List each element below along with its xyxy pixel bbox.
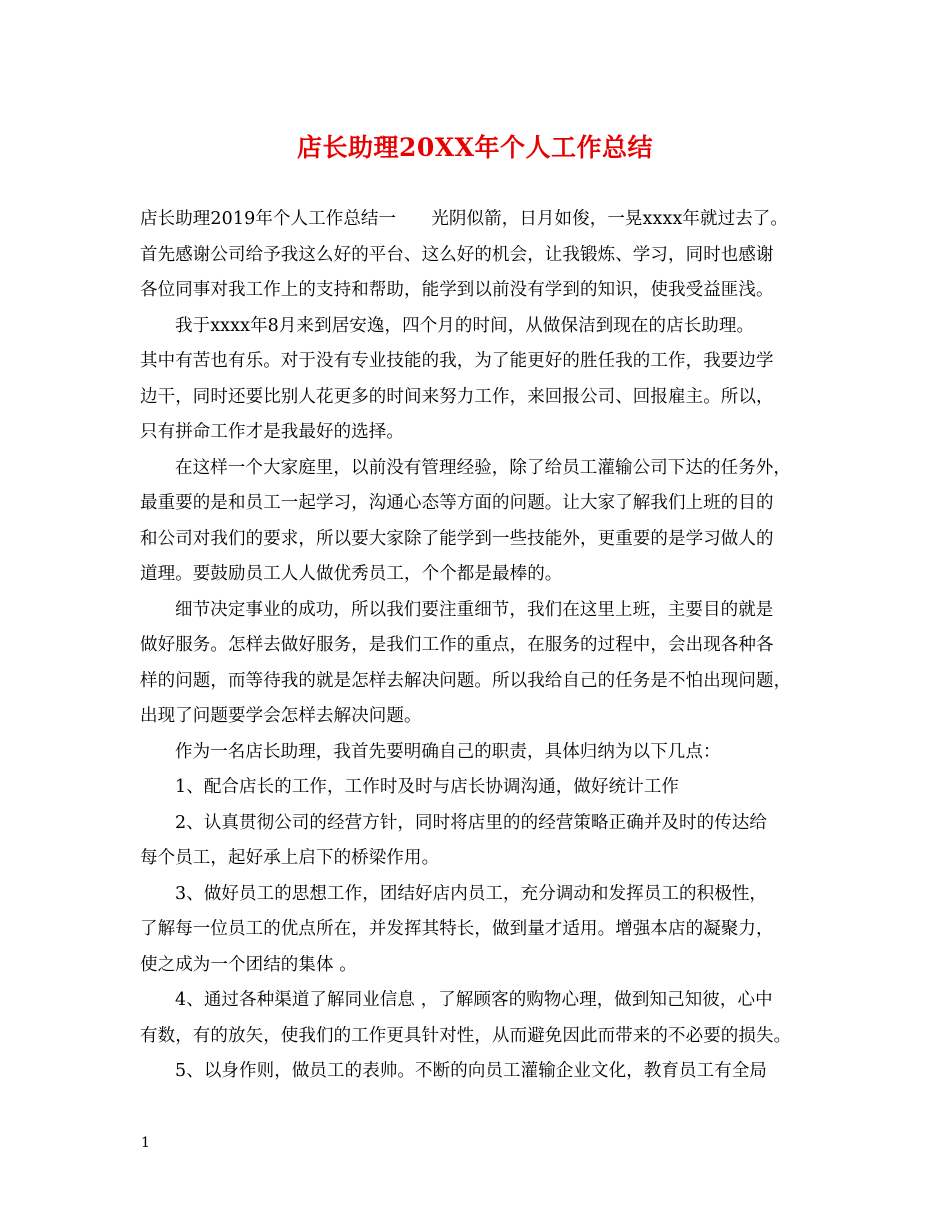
text-line: 1、配合店长的工作，工作时及时与店长协调沟通，做好统计工作 [175,777,680,797]
text-line: 细节决定事业的成功，所以我们要注重细节，我们在这里上班，主要目的就是 [175,599,774,620]
body-text [140,202,840,1090]
text-line: 2、认真贯彻公司的经营方针，同时将店里的的经营策略正确并及时的传达给 [175,812,768,833]
text-line: 我于xxxx年8月来到居安逸，四个月的时间，从做保洁到现在的店长助理。 [175,315,755,336]
text-line: 5、以身作则，做员工的表帅。不断的向员工灌输企业文化，教育员工有全局 [175,1061,768,1081]
text-line: 店长助理2019年个人工作总结一 光阴似箭，日月如俊，一晃xxxx年就过去了。 [140,209,789,229]
text-line: 道理。要鼓励员工人人做优秀员工，个个都是最棒的。 [140,564,563,584]
text-line: 只有拼命工作才是我最好的选择。 [140,422,404,442]
text-line: 样的问题，而等待我的就是怎样去解决问题。所以我给自己的任务是不怕出现问题， [140,670,792,691]
page-number: 1 [141,1135,150,1151]
text-line: 每个员工，起好承上启下的桥梁作用。 [140,848,440,868]
text-line: 作为一名店长助理，我首先要明确自己的职责，具体归纳为以下几点： [175,741,721,762]
page-title: 店长助理20XX年个人工作总结 [296,133,654,162]
text-line: 4、通过各种渠道了解同业信息 ，了解顾客的购物心理，做到知己知彼，心中 [175,990,773,1010]
text-line: 各位同事对我工作上的支持和帮助，能学到以前没有学到的知识，使我受益匪浅。 [140,280,774,300]
text-line: 其中有苦也有乐。对于没有专业技能的我，为了能更好的胜任我的工作，我要边学 [140,351,774,371]
text-line: 边干，同时还要比别人花更多的时间来努力工作，来回报公司、回报雇主。所以， [140,386,774,407]
text-line: 有数，有的放矢，使我们的工作更具针对性，从而避免因此而带来的不必要的损失。 [140,1025,792,1046]
text-line: 做好服务。怎样去做好服务，是我们工作的重点，在服务的过程中，会出现各种各 [140,635,774,655]
text-line: 了解每一位员工的优点所在，并发挥其特长，做到量才适用。增强本店的凝聚力， [140,919,774,939]
text-line: 和公司对我们的要求，所以要大家除了能学到一些技能外，更重要的是学习做人的 [140,528,774,549]
text-line: 首先感谢公司给予我这么好的平台、这么好的机会，让我锻炼、学习，同时也感谢 [140,244,774,265]
text-line: 最重要的是和员工一起学习，沟通心态等方面的问题。让大家了解我们上班的目的 [140,493,774,513]
text-line: 使之成为一个团结的集体 。 [140,954,357,975]
text-line: 出现了问题要学会怎样去解决问题。 [140,706,422,726]
text-line: 在这样一个大家庭里，以前没有管理经验，除了给员工灌输公司下达的任务外， [175,457,791,478]
text-line: 3、做好员工的思想工作，团结好店内员工，充分调动和发挥员工的积极性， [175,883,768,904]
